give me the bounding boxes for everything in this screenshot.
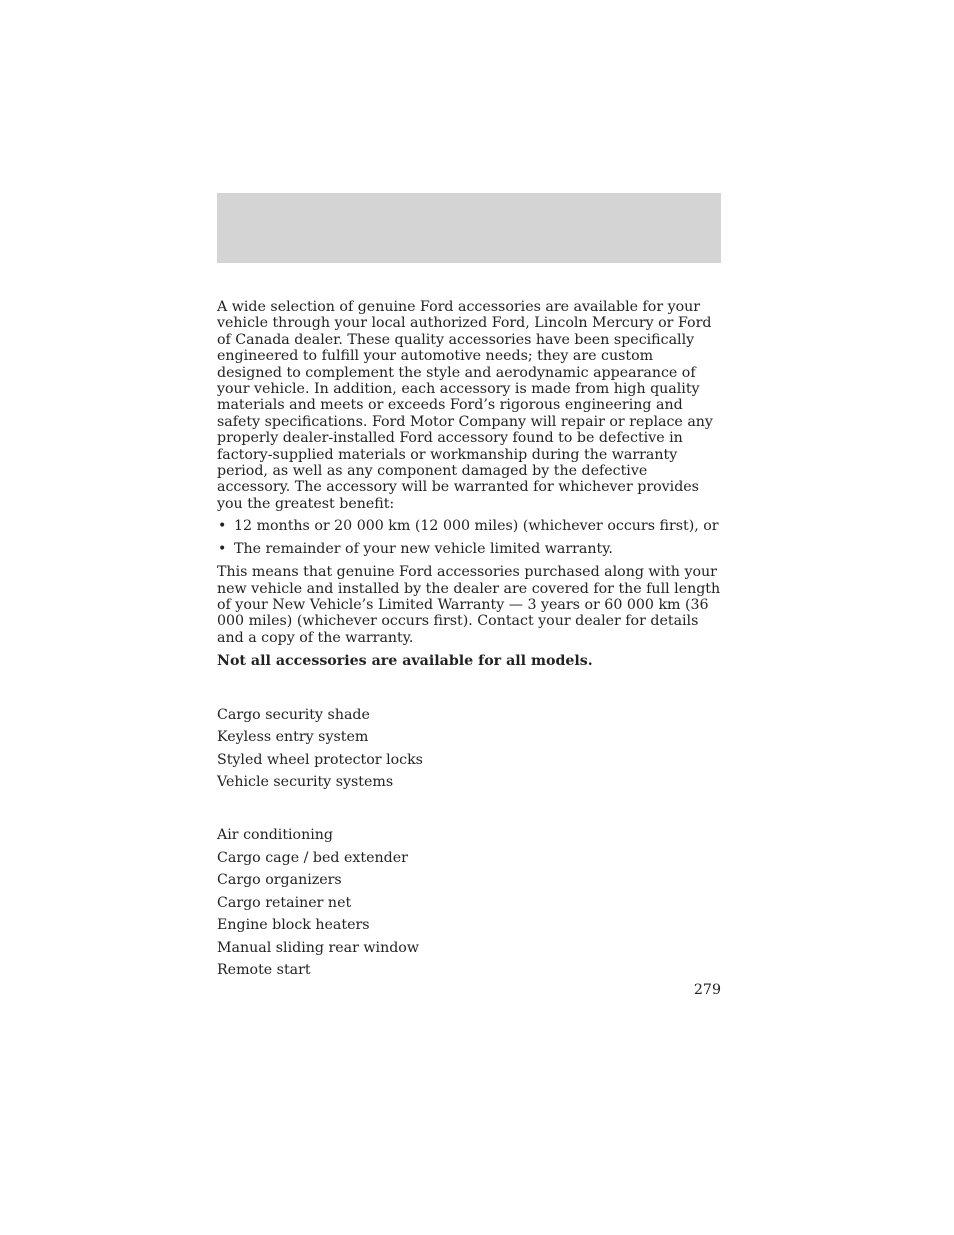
security-accessories-list [217,707,721,797]
list-item: Manual sliding rear window [217,939,419,956]
page-number: 279 [693,982,721,998]
list-item: Air conditioning [217,826,333,843]
warranty-paragraph: This means that genuine Ford accessories purchased along with your new vehicle and installed by the dealer are covered for the full length of your New Vehicle’s Limited Warranty — 3 years or 60 000 km (36 000 miles) (whichever occurs first). Contact your dealer for details and a copy of the warranty. [217,564,721,646]
list-item: Cargo retainer net [217,894,352,911]
bullet-icon: • [218,518,227,535]
list-item: Styled wheel protector locks [217,751,423,768]
list-item: Cargo security shade [217,706,370,723]
intro-paragraph: A wide selection of genuine Ford accessories are available for your vehicle through your local authorized Ford, Lincoln Mercury or Ford of Canada dealer. These quality accessories have been specifically engineered to fulfill your automotive needs; they are custom designed to complement the style and aerodynamic appearance of your vehicle. In addition, each accessory is made from high quality materials and meets or exceeds Ford’s rigorous engineering and safety specifications. Ford Motor Company will repair or replace any properly dealer-installed Ford accessory found to be defective in factory-supplied materials or workmanship during the warranty period, as well as any component damaged by the defective accessory. The accessory will be warranted for whichever provides you the greatest benefit: [217,299,713,512]
list-item: Engine block heaters [217,917,370,934]
list-item: Keyless entry system [217,729,369,746]
list-item: Cargo cage / bed extender [217,849,408,866]
list-item: Vehicle security systems [217,774,394,791]
list-item: Cargo organizers [217,872,342,889]
intro-section [217,299,721,512]
page-content [217,299,721,985]
warranty-term-text: 12 months or 20 000 km (12 000 miles) (whichever occurs first), or [234,518,719,535]
warranty-term-item [217,541,721,557]
warranty-terms-list [217,518,721,557]
bullet-icon: • [218,540,227,557]
warranty-term-item [217,518,721,534]
list-item: Remote start [217,962,311,979]
convenience-accessories-list [217,827,721,985]
chapter-header-band [217,193,721,263]
availability-note: Not all accessories are available for all models. [217,653,593,670]
warranty-term-text: The remainder of your new vehicle limited warranty. [234,540,613,557]
